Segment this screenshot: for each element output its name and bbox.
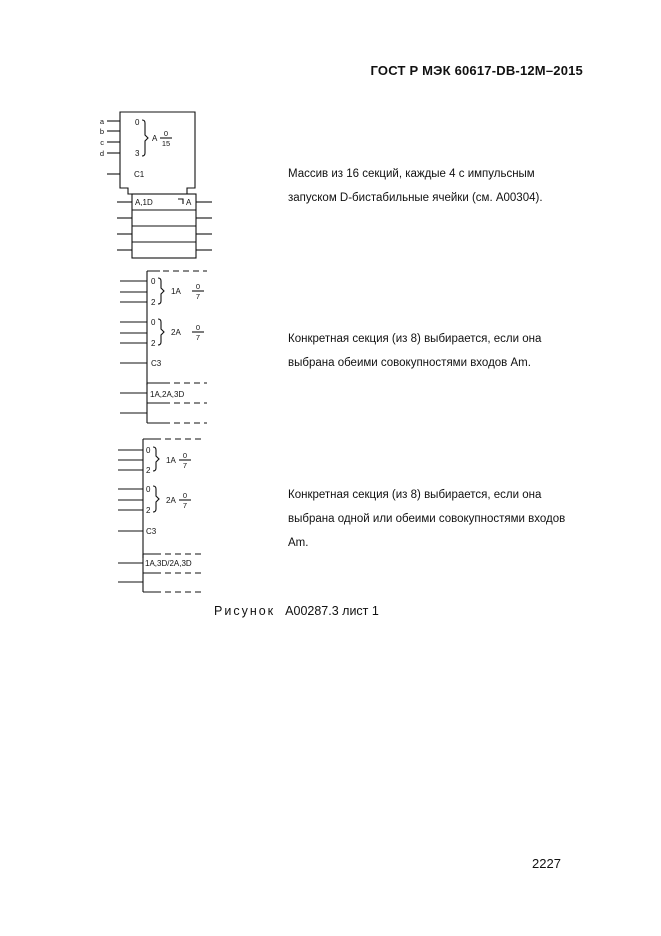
group-a-bit-0: 0 — [151, 277, 156, 286]
input-label-b: b — [99, 127, 104, 136]
bit-label-3: 3 — [135, 149, 140, 158]
figure-1-diagram — [95, 108, 225, 268]
figure-1-description: Массив из 16 секций, каждые 4 с импульсным запуском D-бистабильные ячейки (см. A00304). — [288, 168, 543, 204]
caption-label: Рисунок — [214, 604, 276, 618]
address-letter: A — [152, 134, 158, 143]
group-b-address: 2A — [166, 496, 176, 505]
group-b-address: 2A — [171, 328, 181, 337]
bit-label-0: 0 — [135, 118, 140, 127]
page-number: 2227 — [532, 856, 561, 871]
group-b-frac-num: 0 — [195, 323, 201, 332]
clock-label: C1 — [134, 170, 145, 179]
group-a-bit-0: 0 — [146, 446, 151, 455]
figure-2-diagram — [95, 265, 225, 435]
fraction-numerator: 0 — [163, 129, 169, 138]
group-a-address: 1A — [166, 456, 176, 465]
document-header: ГОСТ Р МЭК 60617-DB-12M–2015 — [370, 63, 583, 78]
group-b-bit-2: 2 — [151, 339, 156, 348]
input-label-d: d — [99, 149, 104, 158]
clock-label: C3 — [146, 527, 157, 536]
section-label: 1A,3D/2A,3D — [145, 559, 192, 568]
grouping-brace — [142, 120, 148, 156]
group-b-frac-num: 0 — [182, 491, 188, 500]
group-b-bit-0: 0 — [151, 318, 156, 327]
fraction-denominator: 15 — [161, 139, 171, 148]
figure-3-diagram — [95, 433, 225, 603]
control-block-outline — [120, 112, 195, 194]
group-a-bit-2: 2 — [146, 466, 151, 475]
group-a-bit-2: 2 — [151, 298, 156, 307]
group-a-frac-num: 0 — [195, 282, 201, 291]
group-b-frac-den: 7 — [182, 501, 188, 510]
group-b-bit-2: 2 — [146, 506, 151, 515]
group-a-frac-den: 7 — [195, 292, 201, 301]
input-label-a: a — [99, 117, 104, 126]
group-b-frac-den: 7 — [195, 333, 201, 342]
section-output-label: A — [186, 198, 192, 207]
section-label: A,1D — [135, 198, 153, 207]
group-a-address: 1A — [171, 287, 181, 296]
group-a-frac-num: 0 — [182, 451, 188, 460]
group-a-frac-den: 7 — [182, 461, 188, 470]
input-label-c: c — [100, 138, 104, 147]
figure-caption — [214, 604, 379, 618]
figure-2-description: Конкретная секция (из 8) выбирается, если она выбрана обеими совокупностями входов Am. — [288, 333, 542, 369]
section-label: 1A,2A,3D — [150, 390, 185, 399]
clock-label: C3 — [151, 359, 162, 368]
group-b-bit-0: 0 — [146, 485, 151, 494]
caption-text: A00287.3 лист 1 — [285, 604, 379, 618]
figure-3-description: Конкретная секция (из 8) выбирается, если она выбрана одной или обеими совокупностями входов Am. — [288, 489, 566, 549]
